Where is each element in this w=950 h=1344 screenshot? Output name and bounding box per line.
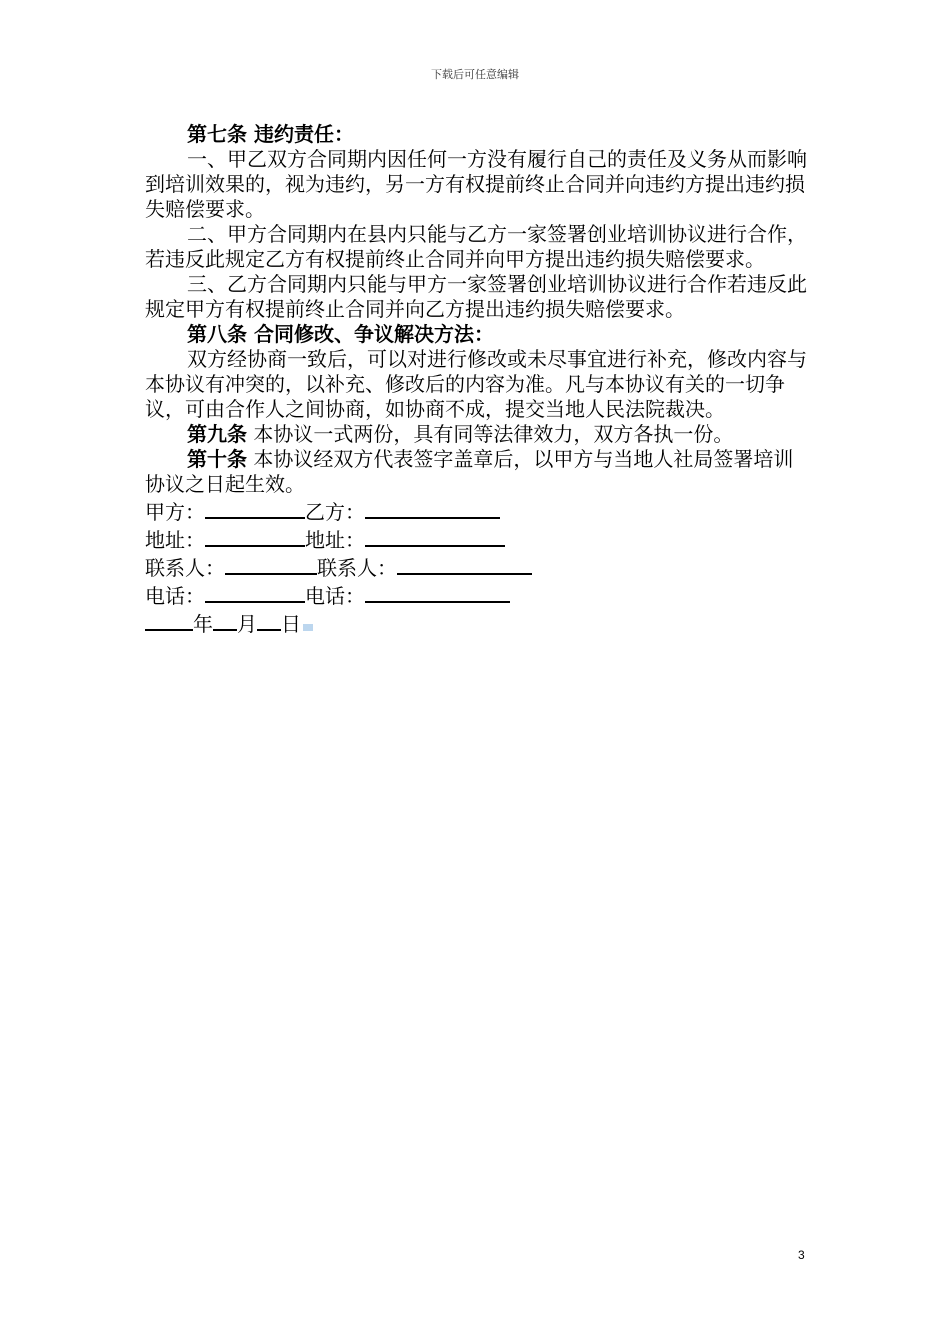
article-9-label: 第九条 bbox=[187, 422, 247, 446]
contact-b-blank bbox=[397, 553, 532, 575]
signature-party-row bbox=[145, 497, 810, 525]
phone-a-blank bbox=[205, 581, 305, 603]
article-8-body: 双方经协商一致后，可以对进行修改或未尽事宜进行补充，修改内容与本协议有冲突的，以补充、修改后的内容为准。凡与本协议有关的一切争议，可由合作人之间协商，如协商不成，提交当地人民法院裁决。 bbox=[145, 347, 807, 421]
signature-phone-row bbox=[145, 581, 810, 609]
signature-date-row bbox=[145, 609, 810, 637]
phone-a-label: 电话： bbox=[145, 584, 205, 608]
page-header: 下载后可任意编辑 bbox=[431, 68, 519, 81]
article-10-body: 本协议经双方代表签字盖章后，以甲方与当地人社局签署培训协议之日起生效。 bbox=[145, 447, 794, 496]
day-blank bbox=[257, 609, 281, 631]
article-9-body: 本协议一式两份，具有同等法律效力，双方各执一份。 bbox=[247, 422, 734, 446]
year-blank bbox=[145, 609, 193, 631]
contact-a-label: 联系人： bbox=[145, 556, 225, 580]
article-7-item-3: 三、乙方合同期内只能与甲方一家签署创业培训协议进行合作若违反此规定甲方有权提前终止合同并向乙方提出违约损失赔偿要求。 bbox=[145, 272, 807, 321]
party-a-label: 甲方： bbox=[145, 500, 205, 524]
article-9 bbox=[145, 422, 810, 447]
contact-a-blank bbox=[225, 553, 317, 575]
party-b-label: 乙方： bbox=[305, 500, 365, 524]
year-label: 年 bbox=[193, 612, 213, 636]
article-7-item-1: 一、甲乙双方合同期内因任何一方没有履行自己的责任及义务从而影响到培训效果的，视为违约，另一方有权提前终止合同并向违约方提出违约损失赔偿要求。 bbox=[145, 147, 807, 221]
article-10-label: 第十条 bbox=[187, 447, 247, 471]
contract-body bbox=[145, 122, 810, 637]
month-blank bbox=[213, 609, 237, 631]
address-a-label: 地址： bbox=[145, 528, 205, 552]
contact-b-label: 联系人： bbox=[317, 556, 397, 580]
signature-contact-row bbox=[145, 553, 810, 581]
address-a-blank bbox=[205, 525, 305, 547]
article-8-heading: 第八条 合同修改、争议解决方法： bbox=[187, 322, 494, 346]
month-label: 月 bbox=[237, 612, 257, 636]
page-number: 3 bbox=[798, 1248, 805, 1262]
article-10 bbox=[145, 447, 810, 497]
address-b-label: 地址： bbox=[305, 528, 365, 552]
phone-b-label: 电话： bbox=[305, 584, 365, 608]
party-a-blank bbox=[205, 497, 305, 519]
phone-b-blank bbox=[365, 581, 510, 603]
signature-address-row bbox=[145, 525, 810, 553]
party-b-blank bbox=[365, 497, 500, 519]
address-b-blank bbox=[365, 525, 505, 547]
paragraph-mark bbox=[303, 624, 313, 631]
article-7-heading: 第七条 违约责任： bbox=[187, 122, 354, 146]
day-label: 日 bbox=[281, 612, 301, 636]
article-7-item-2: 二、甲方合同期内在县内只能与乙方一家签署创业培训协议进行合作，若违反此规定乙方有权提前终止合同并向甲方提出违约损失赔偿要求。 bbox=[145, 222, 807, 271]
